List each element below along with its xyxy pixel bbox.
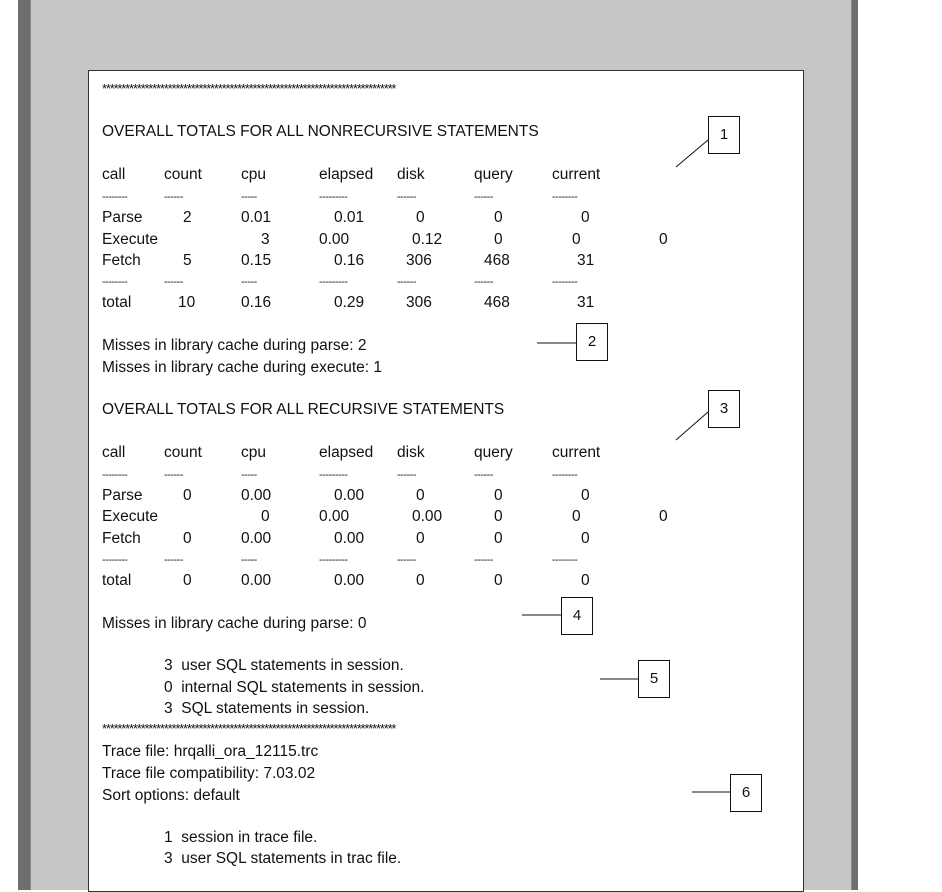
s1-dash-4: --------- — [319, 191, 348, 203]
s2-parse-cpu: 0.00 — [241, 487, 272, 504]
s1-fetch-cpu: 0.15 — [241, 252, 272, 269]
s1-dash2-5: ------ — [397, 276, 416, 288]
s1-parse-count: 2 — [183, 209, 192, 226]
s2-dash2-6: ------ — [474, 554, 493, 566]
trace-compat: Trace file compatibility: 7.03.02 — [102, 765, 316, 782]
callout-1: 1 — [708, 116, 740, 154]
s1-parse-query: 0 — [494, 209, 503, 226]
s2-execute-call: Execute — [102, 508, 159, 525]
callout-3: 3 — [708, 390, 740, 428]
s1-dash2-4: --------- — [319, 276, 348, 288]
s1-header-disk: disk — [397, 166, 425, 183]
s2-dash-2: ------ — [164, 469, 183, 481]
s2-header-query: query — [474, 444, 513, 461]
s1-parse-elapsed: 0.01 — [334, 209, 365, 226]
s1-parse-current: 0 — [581, 209, 590, 226]
separator-stars-bottom: **************************************************************************** — [102, 721, 396, 736]
s2-execute-query: 0 — [572, 508, 581, 525]
s2-header-cpu: cpu — [241, 444, 266, 461]
s1-misses-execute: Misses in library cache during execute: 1 — [102, 359, 382, 376]
s1-dash-2: ------ — [164, 191, 183, 203]
s1-dash-1: -------- — [102, 191, 128, 203]
s2-total-call: total — [102, 572, 132, 589]
s1-dash-6: ------ — [474, 191, 493, 203]
s2-dash2-2: ------ — [164, 554, 183, 566]
s2-dash-7: -------- — [552, 469, 578, 481]
s2-dash2-4: --------- — [319, 554, 348, 566]
s2-dash-4: --------- — [319, 469, 348, 481]
footer-user-sql: 3 user SQL statements in trac file. — [164, 850, 402, 867]
s1-total-call: total — [102, 294, 132, 311]
s2-fetch-query: 0 — [494, 530, 503, 547]
section1-title: OVERALL TOTALS FOR ALL NONRECURSIVE STATEMENTS — [102, 123, 539, 140]
s1-dash2-1: -------- — [102, 276, 128, 288]
s2-header-current: current — [552, 444, 601, 461]
s1-dash-3: ----- — [241, 191, 257, 203]
s2-parse-call: Parse — [102, 487, 143, 504]
s2-fetch-count: 0 — [183, 530, 192, 547]
s2-dash-3: ----- — [241, 469, 257, 481]
summary-user-sql: 3 user SQL statements in session. — [164, 657, 404, 674]
s2-dash2-3: ----- — [241, 554, 257, 566]
s1-header-count: count — [164, 166, 202, 183]
s2-dash2-7: -------- — [552, 554, 578, 566]
s2-header-count: count — [164, 444, 202, 461]
summary-internal-sql: 0 internal SQL statements in session. — [164, 679, 425, 696]
s2-total-current: 0 — [581, 572, 590, 589]
s1-header-call: call — [102, 166, 126, 183]
s1-dash-5: ------ — [397, 191, 416, 203]
s1-execute-count: 3 — [261, 231, 270, 248]
s1-fetch-count: 5 — [183, 252, 192, 269]
s1-fetch-current: 31 — [577, 252, 595, 269]
s2-execute-elapsed: 0.00 — [412, 508, 443, 525]
s2-parse-elapsed: 0.00 — [334, 487, 365, 504]
s2-execute-count: 0 — [261, 508, 270, 525]
leader-line-3 — [676, 412, 708, 440]
s1-dash2-3: ----- — [241, 276, 257, 288]
s1-misses-parse: Misses in library cache during parse: 2 — [102, 337, 367, 354]
s1-dash2-7: -------- — [552, 276, 578, 288]
s2-total-count: 0 — [183, 572, 192, 589]
s2-total-disk: 0 — [416, 572, 425, 589]
s1-fetch-call: Fetch — [102, 252, 141, 269]
s1-parse-disk: 0 — [416, 209, 425, 226]
s1-total-current: 31 — [577, 294, 595, 311]
s1-total-cpu: 0.16 — [241, 294, 272, 311]
s1-header-cpu: cpu — [241, 166, 266, 183]
callout-6: 6 — [730, 774, 762, 812]
s1-total-count: 10 — [178, 294, 196, 311]
s2-parse-current: 0 — [581, 487, 590, 504]
s1-total-elapsed: 0.29 — [334, 294, 365, 311]
s2-fetch-current: 0 — [581, 530, 590, 547]
callout-2: 2 — [576, 323, 608, 361]
trace-file: Trace file: hrqalli_ora_12115.trc — [102, 743, 319, 760]
s2-dash-5: ------ — [397, 469, 416, 481]
s2-header-disk: disk — [397, 444, 425, 461]
s2-fetch-call: Fetch — [102, 530, 141, 547]
s2-total-elapsed: 0.00 — [334, 572, 365, 589]
s2-header-call: call — [102, 444, 126, 461]
callout-5: 5 — [638, 660, 670, 698]
footer-sessions: 1 session in trace file. — [164, 829, 318, 846]
s1-execute-query: 0 — [572, 231, 581, 248]
s1-total-query: 468 — [484, 294, 510, 311]
s1-dash2-2: ------ — [164, 276, 183, 288]
s2-execute-current: 0 — [659, 508, 668, 525]
s2-dash-6: ------ — [474, 469, 493, 481]
s1-header-elapsed: elapsed — [319, 166, 374, 183]
s1-header-current: current — [552, 166, 601, 183]
separator-stars-top: **************************************************************************** — [102, 81, 396, 96]
s2-execute-cpu: 0.00 — [319, 508, 350, 525]
leader-line-1 — [676, 140, 708, 167]
section2-title: OVERALL TOTALS FOR ALL RECURSIVE STATEMENTS — [102, 401, 505, 418]
s1-execute-call: Execute — [102, 231, 159, 248]
s2-misses-parse: Misses in library cache during parse: 0 — [102, 615, 367, 632]
s1-fetch-elapsed: 0.16 — [334, 252, 365, 269]
s1-fetch-query: 468 — [484, 252, 510, 269]
s2-fetch-cpu: 0.00 — [241, 530, 272, 547]
s2-dash2-5: ------ — [397, 554, 416, 566]
s1-execute-disk: 0 — [494, 231, 503, 248]
s1-dash2-6: ------ — [474, 276, 493, 288]
s2-dash-1: -------- — [102, 469, 128, 481]
s1-execute-current: 0 — [659, 231, 668, 248]
s1-execute-elapsed: 0.12 — [412, 231, 443, 248]
s1-parse-call: Parse — [102, 209, 143, 226]
s2-fetch-disk: 0 — [416, 530, 425, 547]
s2-header-elapsed: elapsed — [319, 444, 374, 461]
sort-options: Sort options: default — [102, 787, 240, 804]
s2-fetch-elapsed: 0.00 — [334, 530, 365, 547]
s2-total-cpu: 0.00 — [241, 572, 272, 589]
s2-total-query: 0 — [494, 572, 503, 589]
s2-parse-count: 0 — [183, 487, 192, 504]
s2-dash2-1: -------- — [102, 554, 128, 566]
s1-execute-cpu: 0.00 — [319, 231, 350, 248]
callout-4: 4 — [561, 597, 593, 635]
s1-parse-cpu: 0.01 — [241, 209, 272, 226]
s1-header-query: query — [474, 166, 513, 183]
summary-total-sql: 3 SQL statements in session. — [164, 700, 370, 717]
s2-parse-query: 0 — [494, 487, 503, 504]
s1-total-disk: 306 — [406, 294, 432, 311]
s1-fetch-disk: 306 — [406, 252, 432, 269]
s2-parse-disk: 0 — [416, 487, 425, 504]
s1-dash-7: -------- — [552, 191, 578, 203]
s2-execute-disk: 0 — [494, 508, 503, 525]
